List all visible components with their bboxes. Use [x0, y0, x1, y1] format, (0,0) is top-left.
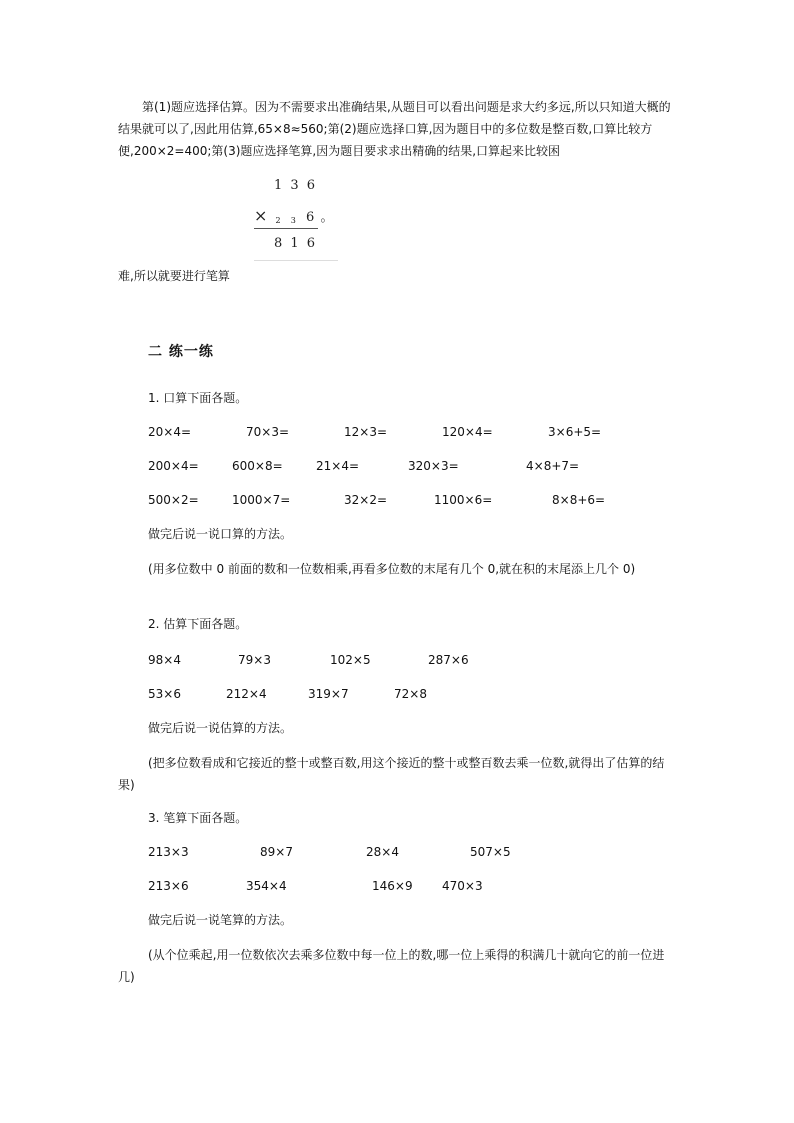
q2-item: 53×6: [148, 687, 181, 701]
q1-item: 1100×6=: [434, 493, 493, 507]
q1-title: 1. 口算下面各题。: [148, 391, 248, 405]
q1-item: 1000×7=: [232, 493, 291, 507]
intro-paragraph: 第(1)题应选择估算。因为不需要求出准确结果,从题目可以看出问题是求大约多远,所以只知道大概的结果就可以了,因此用估算,65×8≈560;第(2)题应选择口算,因为题目中的多位数是整百数,口算比较方便,200×2=400;第(3)题应选择笔算,因为题目要求求出精确的结果,口算起来比较困: [118, 100, 671, 158]
q1-item: 600×8=: [232, 459, 283, 473]
q2-item: 212×4: [226, 687, 267, 701]
section-heading: 二 练一练: [148, 344, 214, 360]
q3-item: 146×9: [372, 879, 413, 893]
q3-item: 354×4: [246, 879, 287, 893]
q2-prompt: 做完后说一说估算的方法。: [148, 721, 293, 735]
q3-item: 28×4: [366, 845, 399, 859]
intro-continuation: 难,所以就要进行笔算: [118, 269, 230, 283]
q2-item: 287×6: [428, 653, 469, 667]
vertical-small-digit: 3: [290, 216, 296, 225]
q1-item: 21×4=: [316, 459, 360, 473]
q2-item: 72×8: [394, 687, 427, 701]
q3-prompt: 做完后说一说笔算的方法。: [148, 913, 293, 927]
q1-item: 3×6+5=: [548, 425, 602, 439]
q3-title: 3. 笔算下面各题。: [148, 811, 248, 825]
vertical-multiplication: [250, 176, 350, 266]
q2-answer: (把多位数看成和它接近的整十或整百数,用这个接近的整十或整百数去乘一位数,就得出了估算的结果): [118, 756, 665, 792]
q3-item: 470×3: [442, 879, 483, 893]
vertical-multiplier-digit: 6: [306, 210, 315, 225]
q1-prompt: 做完后说一说口算的方法。: [148, 527, 293, 541]
q1-item: 32×2=: [344, 493, 388, 507]
times-sign: ×: [254, 206, 268, 225]
q2-title: 2. 估算下面各题。: [148, 617, 248, 631]
q2-item: 79×3: [238, 653, 271, 667]
q3-item: 507×5: [470, 845, 511, 859]
q1-answer: (用多位数中 0 前面的数和一位数相乘,再看多位数的末尾有几个 0,就在积的末尾添上几个 0): [148, 562, 636, 576]
vertical-underline: [254, 260, 338, 261]
q2-item: 102×5: [330, 653, 371, 667]
vertical-period: 。: [320, 210, 334, 225]
q1-item: 120×4=: [442, 425, 493, 439]
q3-item: 213×6: [148, 879, 189, 893]
q3-item: 89×7: [260, 845, 293, 859]
vertical-result: 8 1 6: [274, 236, 318, 251]
q2-item: 98×4: [148, 653, 181, 667]
q3-answer: (从个位乘起,用一位数依次去乘多位数中每一位上的数,哪一位上乘得的积满几十就向它的前一位进几): [118, 948, 665, 984]
q3-item: 213×3: [148, 845, 189, 859]
vertical-multiplier-row: [254, 206, 333, 225]
vertical-top-number: 1 3 6: [274, 178, 318, 193]
q1-item: 20×4=: [148, 425, 192, 439]
q1-item: 500×2=: [148, 493, 199, 507]
q1-item: 4×8+7=: [526, 459, 580, 473]
vertical-small-digit: 2: [275, 216, 281, 225]
q1-item: 70×3=: [246, 425, 290, 439]
vertical-divider: [254, 228, 318, 229]
q2-item: 319×7: [308, 687, 349, 701]
q1-item: 200×4=: [148, 459, 199, 473]
q1-item: 12×3=: [344, 425, 388, 439]
q1-item: 320×3=: [408, 459, 459, 473]
q1-item: 8×8+6=: [552, 493, 606, 507]
